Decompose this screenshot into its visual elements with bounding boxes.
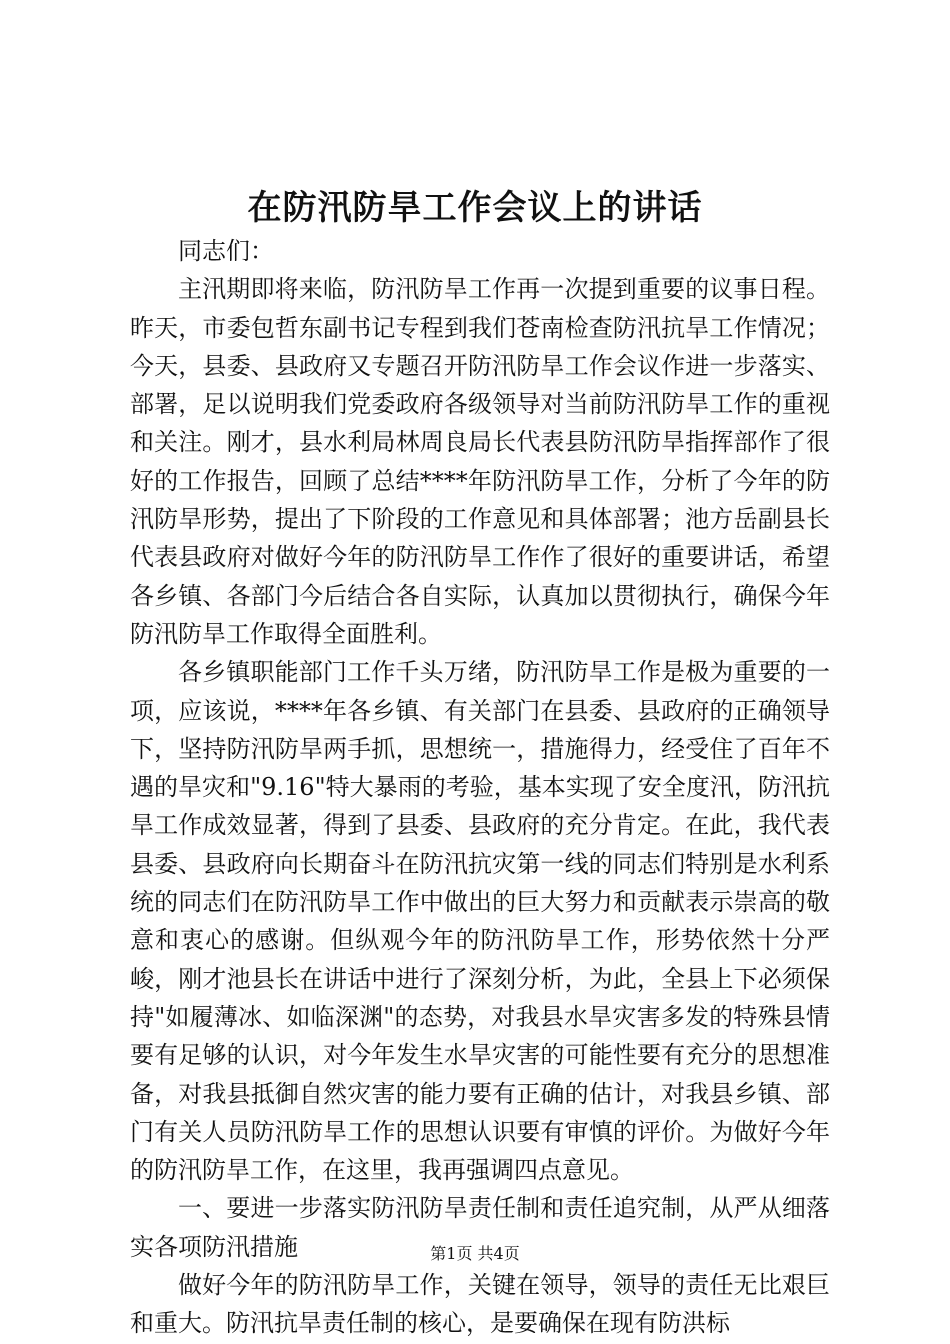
body-paragraph: 主汛期即将来临，防汛防旱工作再一次提到重要的议事日程。昨天，市委包哲东副书记专程到我们苍南检查防汛抗旱工作情况；今天，县委、县政府又专题召开防汛防旱工作会议作进一步落实、部署，足以说明我们党委政府各级领导对当前防汛防旱工作的重视和关注。刚才，县水利局林周良局长代表县防汛防旱指挥部作了很好的工作报告，回顾了总结****年防汛防旱工作，分析了今年的防汛防旱形势，提出了下阶段的工作意见和具体部署；池方岳副县长代表县政府对做好今年的防汛防旱工作作了很好的重要讲话，希望各乡镇、各部门今后结合各自实际，认真加以贯彻执行，确保今年防汛防旱工作取得全面胜利。 xyxy=(130,275,830,648)
document-body xyxy=(130,232,830,1343)
body-paragraph: 做好今年的防汛防旱工作，关键在领导，领导的责任无比艰巨和重大。防汛抗旱责任制的核心，是要确保在现有防洪标 xyxy=(130,1271,830,1338)
document-title: 在防汛防旱工作会议上的讲话 xyxy=(247,188,703,228)
page-number-footer: 第1页 共4页 xyxy=(430,1244,520,1263)
salutation-paragraph: 同志们： xyxy=(178,237,274,265)
section-heading: 一、要进一步落实防汛防旱责任制和责任追究制，从严从细落实各项防汛措施 xyxy=(130,1194,830,1261)
body-paragraph: 各乡镇职能部门工作千头万绪，防汛防旱工作是极为重要的一项，应该说，****年各乡镇、有关部门在县委、县政府的正确领导下，坚持防汛防旱两手抓，思想统一，措施得力，经受住了百年不遇的旱灾和"9.16"特大暴雨的考验，基本实现了安全度汛，防汛抗旱工作成效显著，得到了县委、县政府的充分肯定。在此，我代表县委、县政府向长期奋斗在防汛抗灾第一线的同志们特别是水利系统的同志们在防汛防旱工作中做出的巨大努力和贡献表示崇高的敬意和衷心的感谢。但纵观今年的防汛防旱工作，形势依然十分严峻，刚才池县长在讲话中进行了深刻分析，为此，全县上下必须保持"如履薄冰、如临深渊"的态势，对我县水旱灾害多发的特殊县情要有足够的认识，对今年发生水旱灾害的可能性要有充分的思想准备，对我县抵御自然灾害的能力要有正确的估计，对我县乡镇、部门有关人员防汛防旱工作的思想认识要有审慎的评价。为做好今年的防汛防旱工作，在这里，我再强调四点意见。 xyxy=(130,658,830,1185)
